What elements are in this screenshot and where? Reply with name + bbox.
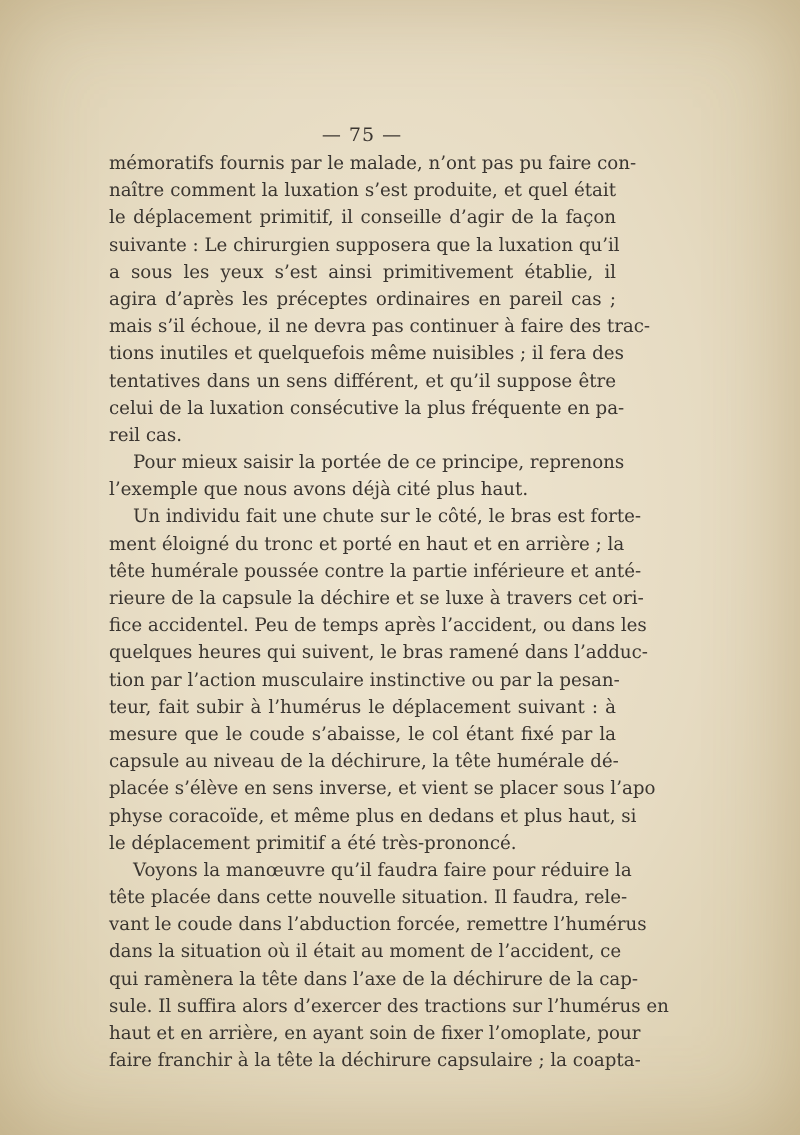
text-line: tête humérale poussée contre la partie inférieure et anté- [109,560,642,582]
text-line: vant le coude dans l’abduction forcée, remettre l’humérus [109,914,647,936]
text-line: le déplacement primitif a été très-prononcé. [109,832,517,854]
text-line: celui de la luxation consécutive la plus fréquente en pa- [109,397,625,419]
text-line: tête placée dans cette nouvelle situation. Il faudra, rele- [109,887,628,909]
text-line: faire franchir à la tête la déchirure capsulaire ; la coapta- [109,1050,641,1072]
text-line: le déplacement primitif, il conseille d’agir de la façon [109,207,616,229]
text-line: ment éloigné du tronc et porté en haut et en arrière ; la [109,533,625,555]
text-line: suivante : Le chirurgien supposera que la luxation qu’il [109,234,620,256]
text-line: agira d’après les préceptes ordinaires en pareil cas ; [109,288,616,310]
text-line: rieure de la capsule la déchire et se luxe à travers cet ori- [109,588,644,609]
text-line: tion par l’action musculaire instinctive ou par la pesan- [109,669,620,691]
text-line: dans la situation où il était au moment de l’accident, ce [109,941,622,963]
text-line: reil cas. [109,424,183,446]
text-line: tions inutiles et quelquefois même nuisibles ; il fera des [109,343,624,365]
text-line: physe coracoïde, et même plus en dedans et plus haut, si [109,805,637,827]
text-line: naître comment la luxation s’est produite, et quel était [109,180,616,202]
text-line: mesure que le coude s’abaisse, le col étant fixé par la [109,723,616,745]
text-line: haut et en arrière, en ayant soin de fixer l’omoplate, pour [109,1023,641,1044]
text-line: capsule au niveau de la déchirure, la tête humérale dé- [109,751,619,773]
text-line: tentatives dans un sens différent, et qu’il suppose être [109,370,616,392]
text-line: l’exemple que nous avons déjà cité plus haut. [109,479,529,501]
text-line: placée s’élève en sens inverse, et vient se placer sous l’apo [109,778,656,800]
text-line: mais s’il échoue, il ne devra pas continuer à faire des trac- [109,316,651,338]
text-line: a sous les yeux s’est ainsi primitivement établie, il [109,261,616,283]
text-line: Pour mieux saisir la portée de ce principe, reprenons [133,452,625,474]
text-line: teur, fait subir à l’humérus le déplacement suivant : à [109,696,616,718]
text-line: quelques heures qui suivent, le bras ramené dans l’adduc- [109,642,648,664]
text-line: qui ramènera la tête dans l’axe de la déchirure de la cap- [109,968,639,990]
text-line: mémoratifs fournis par le malade, n’ont pas pu faire con- [109,153,637,174]
text-line: Voyons la manœuvre qu’il faudra faire pour réduire la [133,859,632,881]
text-line: Un individu fait une chute sur le côté, le bras est forte- [133,506,642,528]
text-line: fice accidentel. Peu de temps après l’accident, ou dans les [109,615,647,637]
page-number: — 75 — [321,124,403,146]
text-line: sule. Il suffira alors d’exercer des tractions sur l’humérus en [109,995,669,1017]
body-text [109,150,669,1074]
